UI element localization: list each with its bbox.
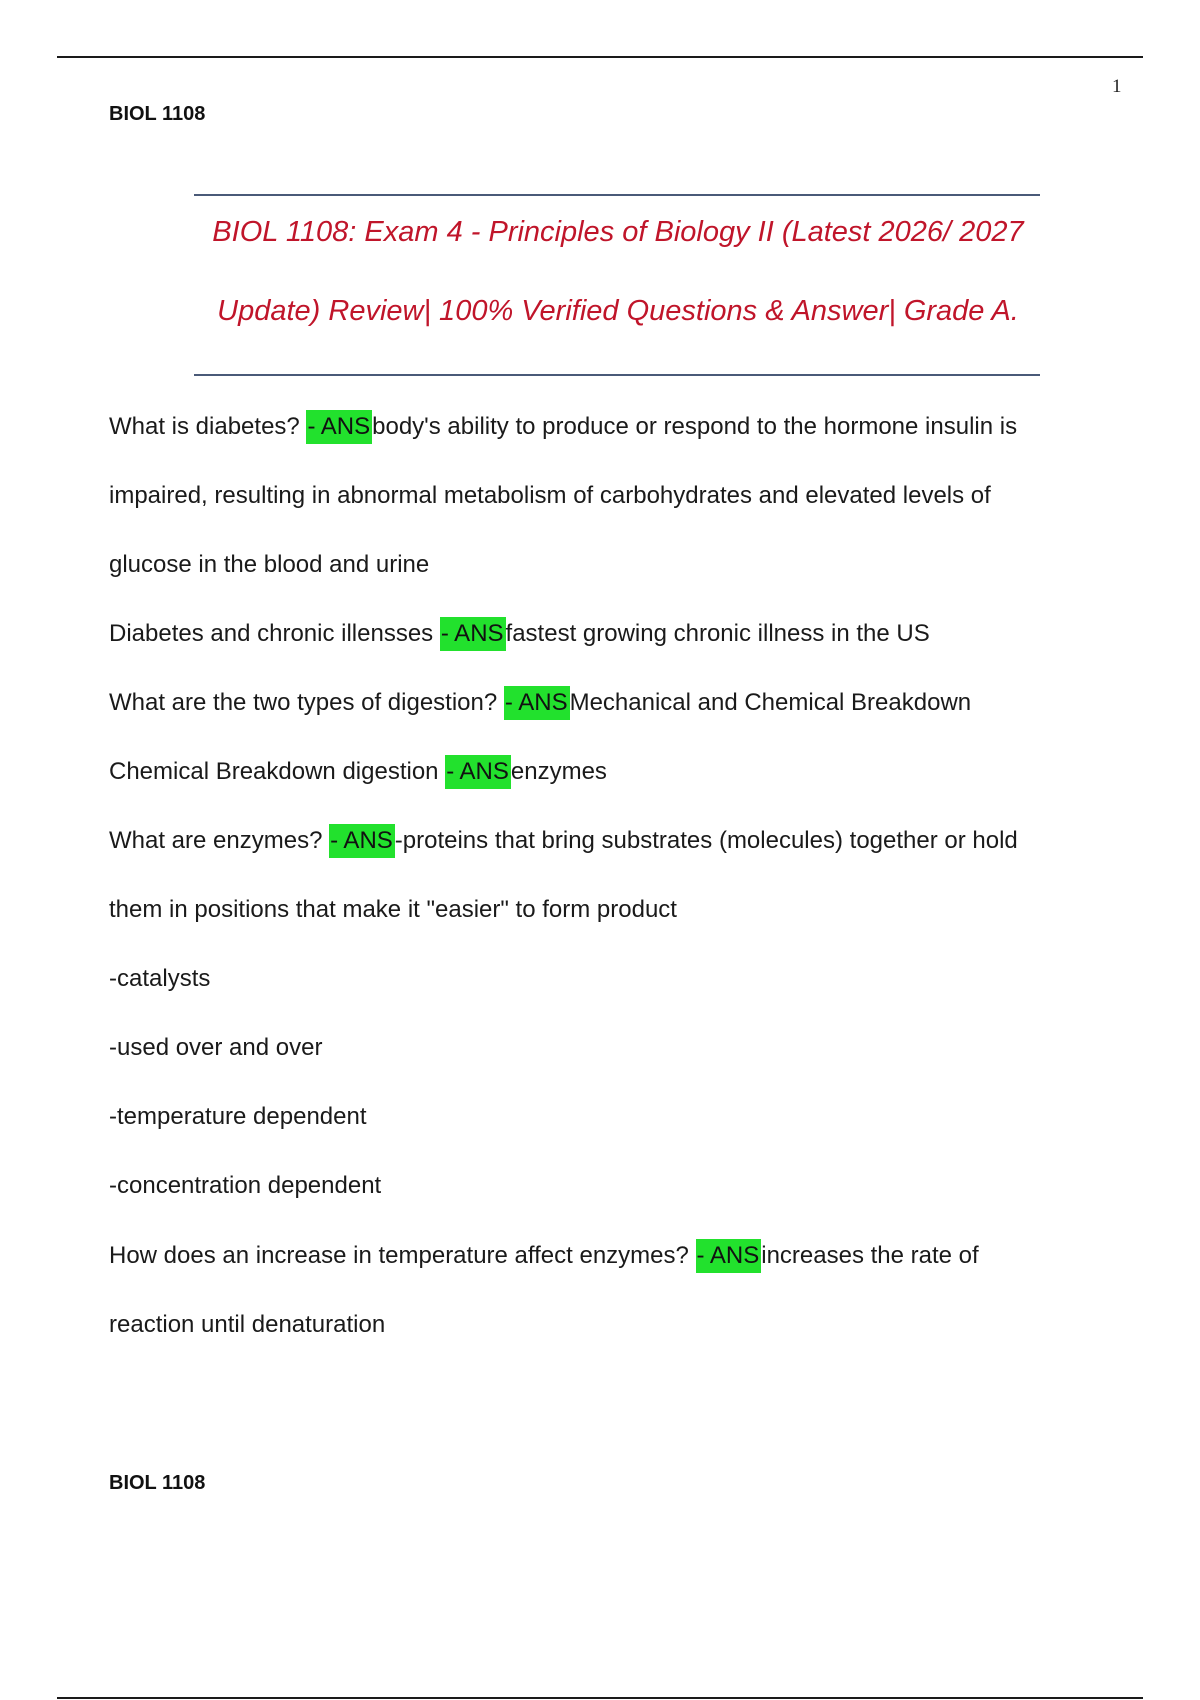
ans-marker: - ANS [329,824,395,858]
page-number: 1 [1112,76,1122,97]
answer-text: enzymes [510,758,607,785]
top-rule [57,56,1143,58]
qa-item-diabetes [109,413,1017,441]
answer-continuation: them in positions that make it "easier" to form product [109,896,677,923]
answer-continuation: glucose in the blood and urine [109,551,430,578]
answer-text: -proteins that bring substrates (molecules) together or hold [394,827,1018,854]
header-course-label: BIOL 1108 [109,103,206,125]
footer-course-label: BIOL 1108 [109,1472,206,1494]
answer-text: fastest growing chronic illness in the US [505,620,930,647]
answer-list-item: -catalysts [109,965,211,992]
answer-continuation: impaired, resulting in abnormal metabolism of carbohydrates and elevated levels of [109,482,991,509]
document-title-line-2: Update) Review| 100% Verified Questions & Answer| Grade A. [217,295,1019,327]
answer-text: Mechanical and Chemical Breakdown [569,689,972,716]
ans-marker: - ANS [306,410,372,444]
answer-continuation: reaction until denaturation [109,1311,386,1338]
answer-list-item: -used over and over [109,1034,323,1061]
ans-marker: - ANS [504,686,570,720]
question-text: What is diabetes? [109,413,307,440]
qa-item-chemical-breakdown [109,758,607,786]
qa-item-digestion-types [109,689,971,717]
answer-text: increases the rate of [761,1242,979,1269]
question-text: Chemical Breakdown digestion [109,758,446,785]
title-bottom-rule [194,374,1040,376]
bottom-rule [57,1697,1143,1699]
question-text: What are the two types of digestion? [109,689,504,716]
ans-marker: - ANS [696,1239,762,1273]
question-text: What are enzymes? [109,827,330,854]
qa-item-temperature [109,1242,979,1270]
answer-list-item: -concentration dependent [109,1172,382,1199]
question-text: How does an increase in temperature affect enzymes? [109,1242,696,1269]
ans-marker: - ANS [440,617,506,651]
answer-text: body's ability to produce or respond to the hormone insulin is [372,413,1018,440]
qa-item-chronic-illness [109,620,930,648]
question-text: Diabetes and chronic illensses [109,620,440,647]
document-title-line-1: BIOL 1108: Exam 4 - Principles of Biology II (Latest 2026/ 2027 [212,216,1024,248]
answer-list-item: -temperature dependent [109,1103,367,1130]
ans-marker: - ANS [445,755,511,789]
qa-item-enzymes [109,827,1018,855]
title-top-rule [194,194,1040,196]
